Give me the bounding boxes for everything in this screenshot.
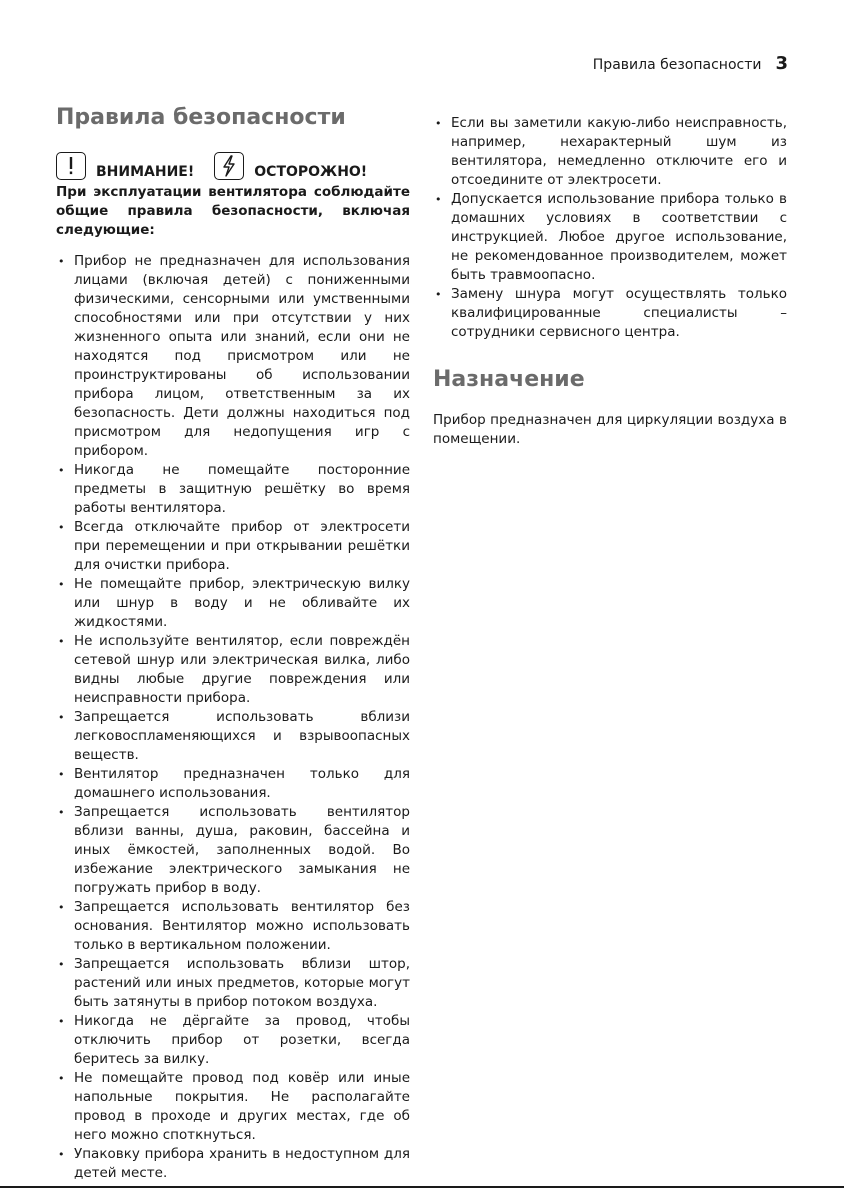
list-item: • Если вы заметили какую-либо неисправность, например, нехарактерный шум из вентилятора, немедленно отключите его и отсоедините от электросети. — [433, 114, 787, 190]
purpose-heading: Назначение — [433, 367, 585, 392]
list-item: • Никогда не помещайте посторонние предметы в защитную решётку во время работы вентилятора. — [56, 461, 410, 518]
list-item: • Замену шнура могут осуществлять только квалифицированные специалисты – сотрудники сервисного центра. — [433, 285, 787, 342]
left-column — [56, 104, 410, 1183]
footer-rule — [0, 1186, 844, 1188]
list-item: • Запрещается использовать вентилятор без основания. Вентилятор можно использовать только в вертикальном положении. — [56, 898, 410, 955]
list-item: • Не помещайте прибор, электрическую вилку или шнур в воду и не обливайте их жидкостями. — [56, 575, 410, 632]
list-item: • Упаковку прибора хранить в недоступном для детей месте. — [56, 1145, 410, 1183]
list-item: • Не помещайте провод под ковёр или иные напольные покрытия. Не располагайте провод в проходе и других местах, где об него можно споткнуться. — [56, 1069, 410, 1145]
page-number: 3 — [775, 53, 788, 74]
caution-label: ОСТОРОЖНО! — [254, 164, 368, 180]
warning-row — [56, 152, 410, 180]
warning-label: ВНИМАНИЕ! — [96, 164, 195, 180]
safety-heading: Правила безопасности — [56, 105, 346, 130]
running-title: Правила безопасности — [592, 57, 762, 73]
purpose-text: Прибор предназначен для циркуляции воздуха в помещении. — [433, 412, 787, 447]
list-item: • Запрещается использовать вентилятор вблизи ванны, душа, раковин, бассейна и иных ёмкостей, заполненных водой. Во избежание электрического замыкания не погружать прибор в воду. — [56, 803, 410, 898]
safety-list-continued — [433, 114, 787, 342]
list-item: • Всегда отключайте прибор от электросети при перемещении и при открывании решётки для очистки прибора. — [56, 518, 410, 575]
list-item: • Запрещается использовать вблизи легковоспламеняющихся и взрывоопасных веществ. — [56, 708, 410, 765]
page-header — [593, 53, 788, 74]
list-item: • Вентилятор предназначен только для домашнего использования. — [56, 765, 410, 803]
safety-list — [56, 252, 410, 1183]
list-item: • Допускается использование прибора только в домашних условиях в соответствии с инструкцией. Любое другое использование, не рекомендованное производителем, может быть травмоопасно. — [433, 190, 787, 285]
exclamation-icon — [56, 152, 86, 180]
list-item: • Запрещается использовать вблизи штор, растений или иных предметов, которые могут быть затянуты в прибор потоком воздуха. — [56, 955, 410, 1012]
right-column — [433, 114, 787, 449]
list-item: • Не используйте вентилятор, если повреждён сетевой шнур или электрическая вилка, либо видны любые другие повреждения или неисправности прибора. — [56, 632, 410, 708]
list-item: • Прибор не предназначен для использования лицами (включая детей) с пониженными физическими, сенсорными или умственными способностями или при отсутствии у них жизненного опыта или знаний, если они не находятся под присмотром или не проинструктированы об использовании прибора лицом, ответственным за их безопасность. Дети должны находиться под присмотром для недопущения игр с прибором. — [56, 252, 410, 461]
list-item: • Никогда не дёргайте за провод, чтобы отключить прибор от розетки, всегда беритесь за вилку. — [56, 1012, 410, 1069]
intro-text: При эксплуатации вентилятора соблюдайте общие правила безопасности, включая следующие: — [56, 184, 410, 238]
lightning-icon — [214, 152, 244, 180]
